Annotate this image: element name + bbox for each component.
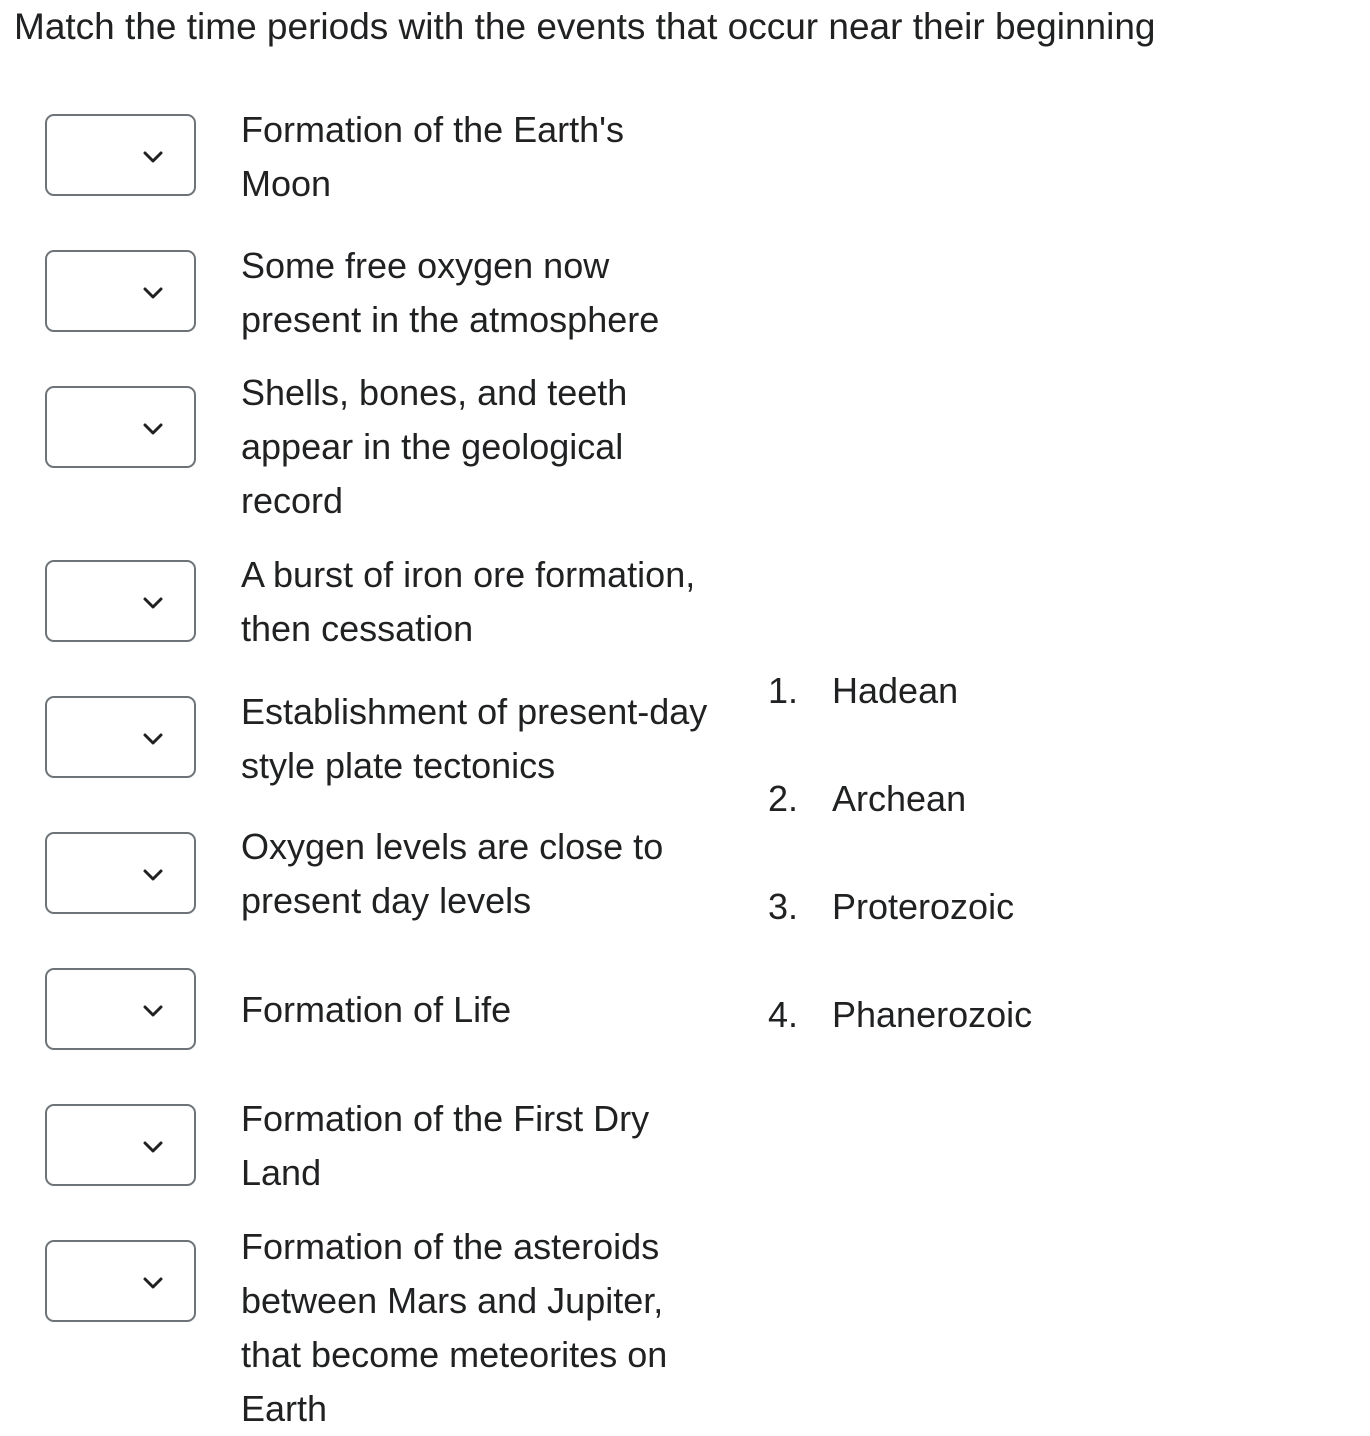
chevron-down-icon (140, 280, 166, 306)
match-select-9[interactable] (45, 1240, 196, 1322)
choice-number: 2. (768, 778, 799, 819)
match-select-5[interactable] (45, 696, 196, 778)
chevron-down-icon (140, 998, 166, 1024)
chevron-down-icon (140, 416, 166, 442)
event-label-2: Some free oxygen now present in the atmosphere (241, 245, 660, 340)
match-select-7[interactable] (45, 968, 196, 1050)
event-label-6: Oxygen levels are close to present day levels (241, 826, 664, 921)
match-select-3[interactable] (45, 386, 196, 468)
event-label-8: Formation of the First Dry Land (241, 1098, 650, 1193)
choice-number: 3. (768, 886, 799, 927)
event-label-1: Formation of the Earth's Moon (241, 109, 625, 204)
event-label-9: Formation of the asteroids between Mars and Jupiter, that become meteorites on Earth (241, 1226, 668, 1429)
choice-item (768, 882, 1014, 932)
choice-label: Archean (832, 778, 967, 819)
chevron-down-icon (140, 590, 166, 616)
choice-item (768, 990, 1032, 1040)
choice-label: Hadean (832, 670, 959, 711)
choice-number: 4. (768, 994, 799, 1035)
chevron-down-icon (140, 726, 166, 752)
chevron-down-icon (140, 862, 166, 888)
event-label-7: Formation of Life (241, 989, 512, 1030)
chevron-down-icon (140, 1134, 166, 1160)
match-select-8[interactable] (45, 1104, 196, 1186)
choice-label: Proterozoic (832, 886, 1015, 927)
match-select-4[interactable] (45, 560, 196, 642)
match-select-2[interactable] (45, 250, 196, 332)
choice-number: 1. (768, 670, 799, 711)
chevron-down-icon (140, 1270, 166, 1296)
event-label-4: A burst of iron ore formation, then cessation (241, 554, 696, 649)
chevron-down-icon (140, 144, 166, 170)
event-label-3: Shells, bones, and teeth appear in the geological record (241, 372, 628, 521)
question-prompt: Match the time periods with the events that occur near their beginning (14, 6, 1156, 47)
match-select-6[interactable] (45, 832, 196, 914)
event-label-5: Establishment of present-day style plate tectonics (241, 691, 708, 786)
choice-item (768, 774, 966, 824)
choice-label: Phanerozoic (832, 994, 1033, 1035)
choice-item (768, 666, 958, 716)
match-select-1[interactable] (45, 114, 196, 196)
